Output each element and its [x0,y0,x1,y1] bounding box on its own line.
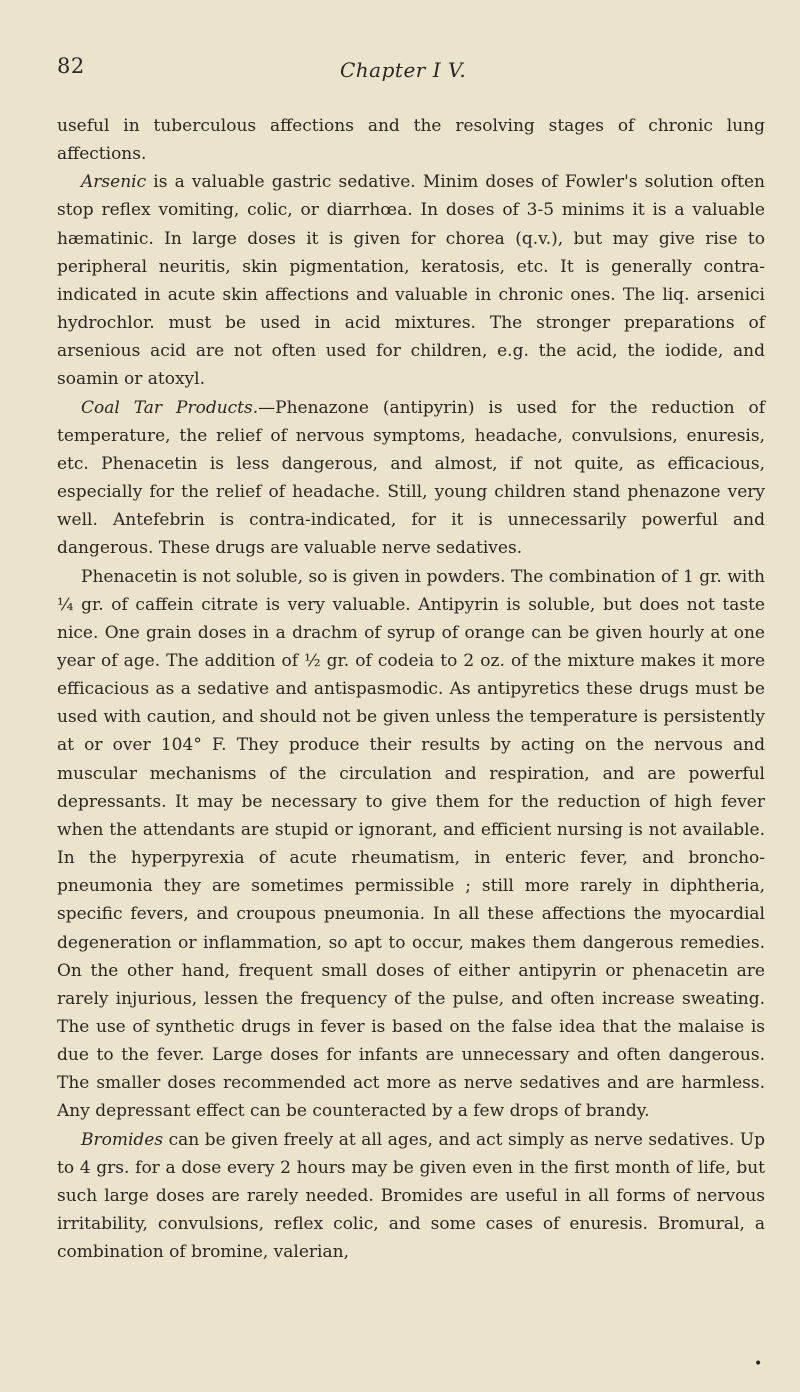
topic-heading-coal-tar-products: Coal Tar Products. [81,397,259,418]
page-number: 82 [57,54,85,78]
paragraph-phenacetin [57,563,765,1126]
topic-heading-arsenic: Arsenic [81,172,147,193]
running-title: Chapter I V. [340,58,467,82]
printer-mark: • [754,1356,763,1372]
paragraph-text: can be given freely at all ages, and act simply as nerve sedatives. Up to 4 grs. for a dose every 2 hours may be given even in the first month of life, but such large doses are rarely needed. Bromides are useful in all forms of nervous irritability, convulsions, reflex colic, and some cases of enuresis. Bromural, a combination of bromine, valerian, [57,1129,765,1263]
paragraph-text: useful in tuberculous affections and the resolving stages of chronic lung affections. [57,116,765,165]
paragraph-bromides [57,1126,765,1267]
body-text [57,112,765,1266]
paragraph-arsenic [57,168,765,393]
paragraph-text: is a valuable gastric sedative. Minim doses of Fowler's solution often stop reflex vomiting, colic, or diarrhœa. In doses of 3-5 minims it is a valuable hæmatinic. In large doses it is given for chorea (q.v.), but may give rise to peripheral neuritis, skin pigmentation, keratosis, etc. It is generally contra-indicated in acute skin affections and valuable in chronic ones. The liq. arsenici hydrochlor. must be used in acid mixtures. The stronger preparations of arsenious acid are not often used for children, e.g. the acid, the iodide, and soamin or atoxyl. [57,172,765,390]
paragraph-continuation [57,112,765,168]
paragraph-coal-tar-products [57,394,765,563]
paragraph-text: Phenacetin is not soluble, so is given in powders. The combination of 1 gr. with ¼ gr. of caffein citrate is very valuable. Antipyrin is soluble, but does not taste nice. One grain doses in a drachm of syrup of orange can be given hourly at one year of age. The addition of ½ gr. of codeia to 2 oz. of the mixture makes it more efficacious as a sedative and antispasmodic. As antipyretics these drugs must be used with caution, and should not be given unless the temperature is persistently at or over 104° F. They produce their results by acting on the nervous and muscular mechanisms of the circulation and respiration, and are powerful depressants. It may be necessary to give them for the reduction of high fever when the attendants are stupid or ignorant, and efficient nursing is not available. In the hyperpyrexia of acute rheumatism, in enteric fever, and broncho-pneumonia they are sometimes permissible ; still more rarely in diphtheria, specific fevers, and croupous pneumonia. In all these affections the myocardial degeneration or inflammation, so apt to occur, makes them dangerous remedies. On the other hand, frequent small doses of either antipyrin or phenacetin are rarely injurious, lessen the frequency of the pulse, and often increase sweating. The use of synthetic drugs in fever is based on the false idea that the malaise is due to the fever. Large doses for infants are unnecessary and often dangerous. The smaller doses recommended act more as nerve sedatives and are harmless. Any depressant effect can be counteracted by a few drops of brandy. [57,566,765,1122]
paragraph-text: —Phenazone (antipyrin) is used for the reduction of temperature, the relief of nervous symptoms, headache, convulsions, enuresis, etc. Phenacetin is less dangerous, and almost, if not quite, as efficacious, especially for the relief of headache. Still, young children stand phenazone very well. Antefebrin is contra-indicated, for it is unnecessarily powerful and dangerous. These drugs are valuable nerve sedatives. [57,397,766,559]
topic-heading-bromides: Bromides [81,1129,164,1150]
